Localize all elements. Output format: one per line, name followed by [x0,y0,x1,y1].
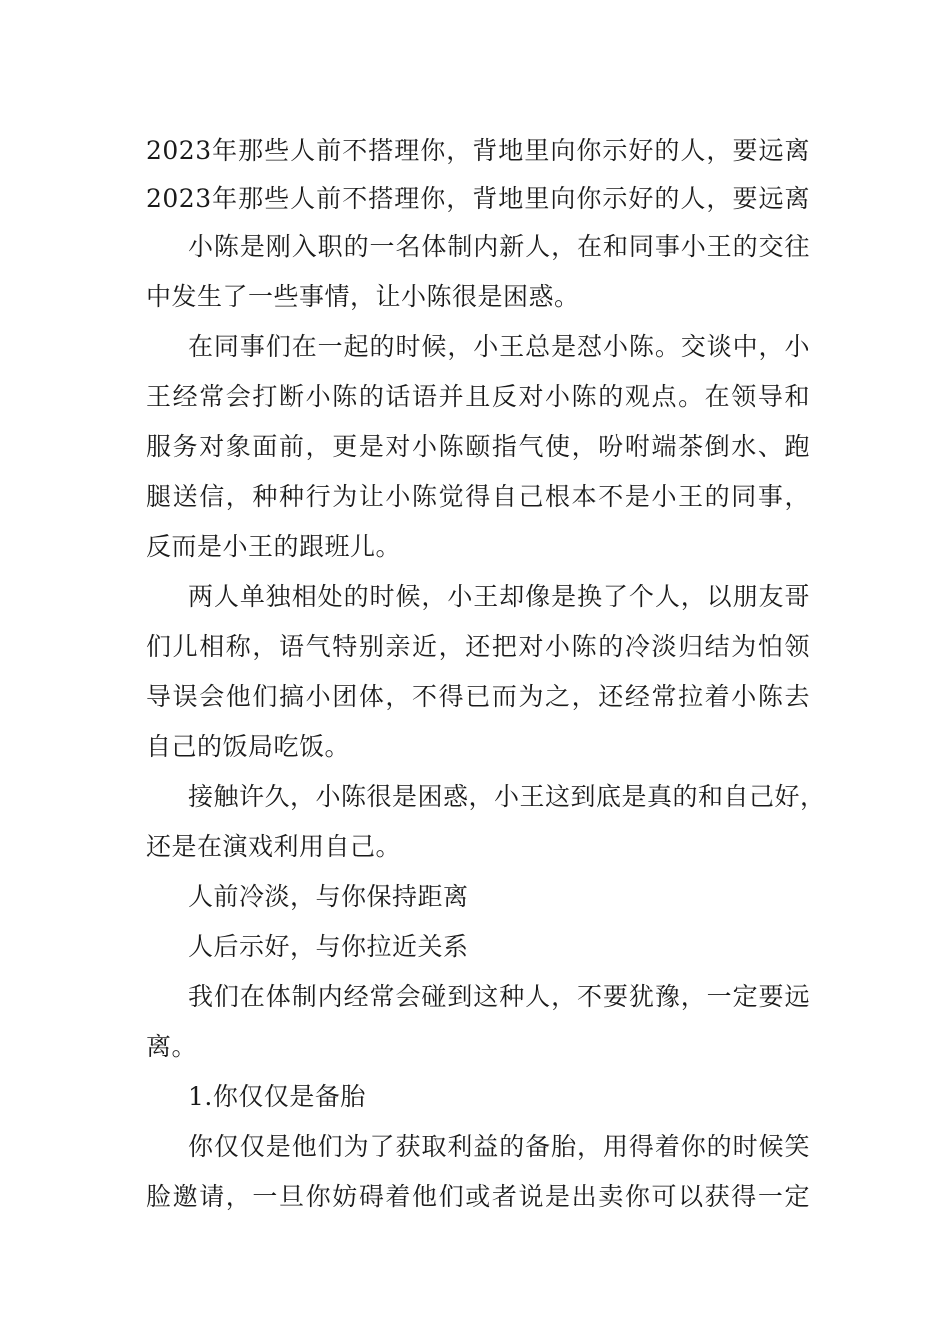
document-text-lines [146,222,826,1222]
text-line: 小陈是刚入职的一名体制内新人，在和同事小王的交往 [188,232,810,261]
text-line: 反而是小王的跟班儿。 [146,532,402,561]
text-line: 自己的饭局吃饭。 [146,732,351,761]
text-line: 在同事们在一起的时候，小王总是怼小陈。交谈中，小 [188,332,810,361]
text-line: 接触许久，小陈很是困惑，小王这到底是真的和自己好， [188,782,826,811]
text-line: 两人单独相处的时候，小王却像是换了个人，以朋友哥 [188,582,810,611]
text-line: 离。 [146,1032,198,1061]
text-line: 脸邀请，一旦你妨碍着他们或者说是出卖你可以获得一定 [146,1182,810,1211]
text-line: 服务对象面前，更是对小陈颐指气使，吩咐端茶倒水、跑 [146,432,810,461]
text-line: 人后示好，与你拉近关系 [188,932,469,961]
text-line: 们儿相称，语气特别亲近，还把对小陈的冷淡归结为怕领 [146,632,810,661]
text-line: 王经常会打断小陈的话语并且反对小陈的观点。在领导和 [146,382,810,411]
text-line: 中发生了一些事情，让小陈很是困惑。 [146,282,580,311]
document-title-line-2: 2023年那些人前不搭理你，背地里向你示好的人，要远离 [146,184,810,213]
text-line: 导误会他们搞小团体，不得已而为之，还经常拉着小陈去 [146,682,810,711]
document-body [146,126,826,1222]
text-line: 腿送信，种种行为让小陈觉得自己根本不是小王的同事， [146,482,810,511]
text-line: 1.你仅仅是备胎 [188,1082,366,1111]
text-line: 人前冷淡，与你保持距离 [188,882,469,911]
text-line: 你仅仅是他们为了获取利益的备胎，用得着你的时候笑 [188,1132,810,1161]
text-line: 我们在体制内经常会碰到这种人，不要犹豫，一定要远 [188,982,810,1011]
text-line: 还是在演戏利用自己。 [146,832,402,861]
document-title-line-1: 2023年那些人前不搭理你，背地里向你示好的人，要远离 [146,136,810,165]
